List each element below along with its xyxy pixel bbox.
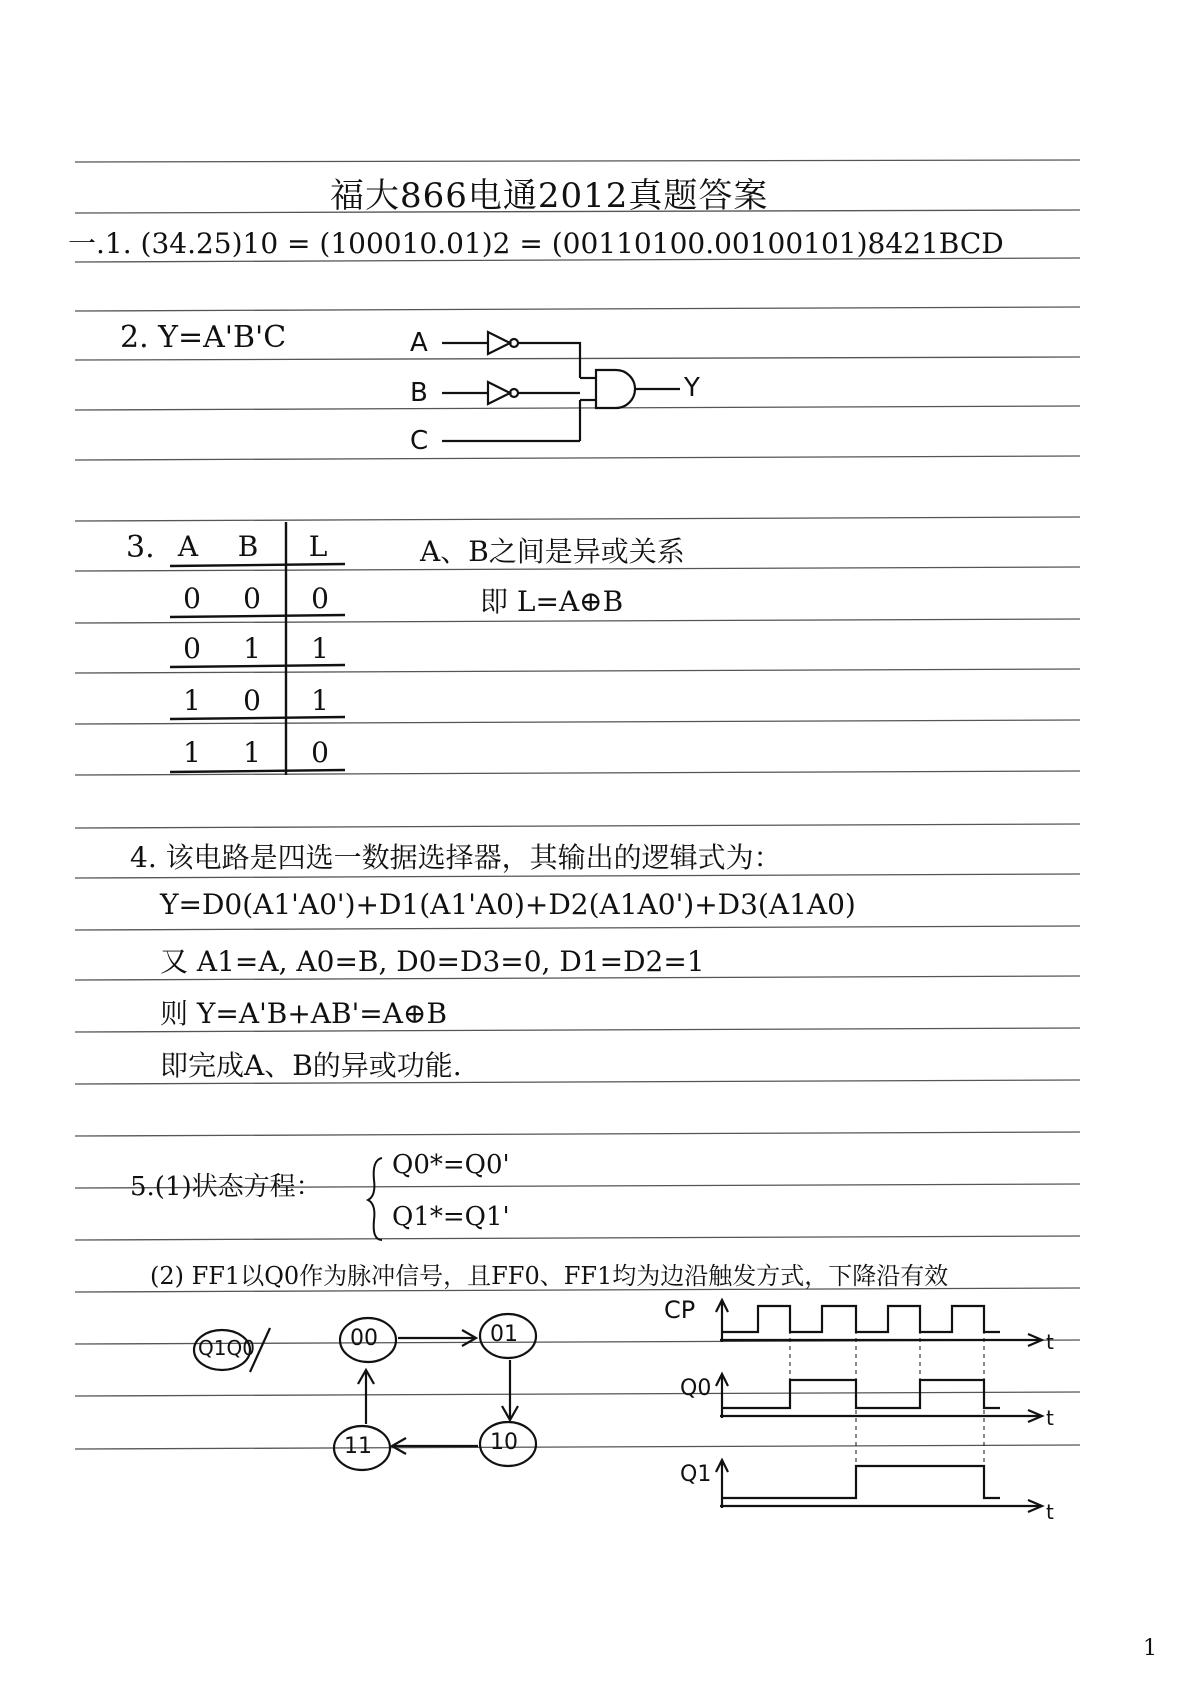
truth-table-header-a: A bbox=[177, 530, 199, 563]
state-00: 00 bbox=[350, 1326, 378, 1351]
question-4-line-4: 则 Y=A'B+AB'=A⊕B bbox=[160, 997, 448, 1030]
truth-table-header-l: L bbox=[308, 530, 328, 563]
time-axis-label-3: t bbox=[1046, 1500, 1054, 1524]
truth-table-cell: 0 bbox=[183, 582, 201, 615]
truth-table-cell: 1 bbox=[311, 684, 329, 717]
time-axis-label-2: t bbox=[1046, 1406, 1054, 1430]
state-11: 11 bbox=[344, 1434, 372, 1459]
question-5-label: 5.(1)状态方程： bbox=[130, 1172, 322, 1202]
question-4-line-5: 即完成A、B的异或功能. bbox=[160, 1049, 462, 1082]
state-10: 10 bbox=[490, 1430, 518, 1455]
question-1-answer: 一.1. (34.25)10 = (100010.01)2 = (00110100.00100101)8421BCD bbox=[68, 227, 1004, 260]
circuit-input-a: A bbox=[410, 328, 428, 358]
truth-table-cell: 1 bbox=[311, 632, 329, 665]
state-equation-q1: Q1*=Q1' bbox=[392, 1202, 510, 1232]
question-2-expression: 2. Y=A'B'C bbox=[120, 320, 287, 355]
question-3-number: 3. bbox=[126, 530, 155, 565]
question-5-part-2: (2) FF1以Q0作为脉冲信号，且FF0、FF1均为边沿触发方式，下降沿有效 bbox=[150, 1262, 949, 1290]
question-3-note: A、B之间是异或关系 bbox=[420, 535, 685, 568]
wave-label-q0: Q0 bbox=[680, 1376, 712, 1401]
circuit-input-b: B bbox=[410, 378, 428, 408]
page-number: 1 bbox=[1143, 1636, 1157, 1661]
circuit-input-c: C bbox=[410, 426, 429, 456]
timing-diagram bbox=[716, 1300, 1042, 1512]
wave-label-cp: CP bbox=[664, 1296, 696, 1324]
circuit-output-y: Y bbox=[684, 373, 700, 403]
truth-table-cell: 0 bbox=[311, 736, 329, 769]
truth-table-cell: 1 bbox=[183, 684, 201, 717]
logic-circuit bbox=[442, 332, 680, 441]
truth-table-cell: 0 bbox=[243, 582, 261, 615]
question-4-line-2: Y=D0(A1'A0')+D1(A1'A0)+D2(A1A0')+D3(A1A0) bbox=[160, 888, 856, 921]
timing-guides bbox=[790, 1306, 984, 1498]
state-01: 01 bbox=[490, 1322, 518, 1347]
truth-table-header-b: B bbox=[237, 530, 259, 563]
page-title: 福大866电通2012真题答案 bbox=[330, 176, 769, 216]
question-3-formula: 即 L=A⊕B bbox=[480, 585, 624, 618]
wave-label-q1: Q1 bbox=[680, 1462, 712, 1487]
truth-table-cell: 0 bbox=[311, 582, 329, 615]
equation-brace bbox=[368, 1158, 382, 1240]
truth-table-cell: 1 bbox=[243, 632, 261, 665]
state-label: Q1Q0 bbox=[198, 1336, 255, 1360]
state-equation-q0: Q0*=Q0' bbox=[392, 1150, 510, 1180]
truth-table-cell: 0 bbox=[243, 684, 261, 717]
truth-table-cell: 1 bbox=[183, 736, 201, 769]
time-axis-label-1: t bbox=[1046, 1330, 1054, 1354]
truth-table-cell: 0 bbox=[183, 632, 201, 665]
question-4-line-3: 又 A1=A, A0=B, D0=D3=0, D1=D2=1 bbox=[160, 945, 705, 978]
question-4-line-1: 4. 该电路是四选一数据选择器，其输出的逻辑式为： bbox=[130, 841, 782, 874]
truth-table-cell: 1 bbox=[243, 736, 261, 769]
